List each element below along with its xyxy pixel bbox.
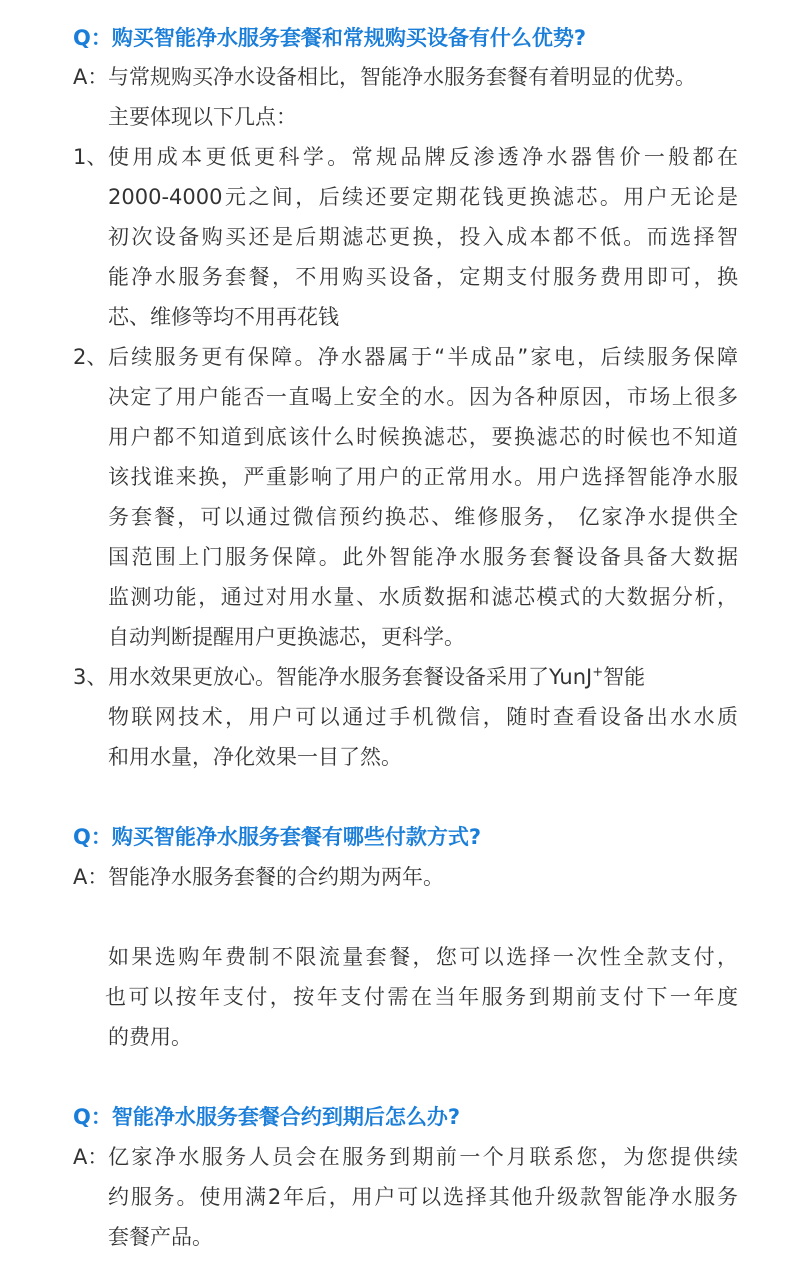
point-2-line-4: 该找谁来换，严重影响了用户的正常用水。用户选择智能净水服	[108, 465, 738, 489]
point-1-line-4: 能净水服务套餐，不用购买设备，定期支付服务费用即可，换	[108, 265, 738, 289]
faq-answer-label-2: A：	[73, 865, 109, 889]
faq-answer-1-line-1: 与常规购买净水设备相比，智能净水服务套餐有着明显的优势。	[108, 65, 696, 89]
point-3-line-1-tail: 智能	[603, 665, 646, 689]
faq-question-1: Q：购买智能净水服务套餐和常规购买设备有什么优势?	[73, 26, 587, 50]
faq-answer-3-line-3: 套餐产品。	[108, 1225, 213, 1249]
point-number-3: 3、	[73, 665, 108, 689]
point-number-2: 2、	[73, 345, 108, 369]
point-3-line-3: 和用水量，净化效果一目了然。	[108, 745, 402, 769]
faq-answer-3-line-2: 约服务。使用满2年后，用户可以选择其他升级款智能净水服务	[108, 1185, 738, 1209]
faq-answer-1-line-2: 主要体现以下几点：	[108, 105, 297, 129]
point-2-line-5: 务套餐，可以通过微信预约换芯、维修服务， 亿家净水提供全	[108, 505, 738, 529]
faq-answer-2-extra-line-3: 的费用。	[108, 1025, 192, 1049]
faq-question-2: Q：购买智能净水服务套餐有哪些付款方式?	[73, 825, 482, 849]
point-2-line-3: 用户都不知道到底该什么时候换滤芯，要换滤芯的时候也不知道	[108, 425, 738, 449]
point-2-line-2: 决定了用户能否一直喝上安全的水。因为各种原因，市场上很多	[108, 385, 738, 409]
point-2-line-7: 监测功能，通过对用水量、水质数据和滤芯模式的大数据分析，	[108, 585, 738, 609]
point-1-line-3: 初次设备购买还是后期滤芯更换，投入成本都不低。而选择智	[108, 225, 738, 249]
point-3-superscript: +	[592, 665, 604, 680]
faq-answer-2-line-1: 智能净水服务套餐的合约期为两年。	[108, 865, 444, 889]
faq-answer-2-extra-line-2: 也可以按年支付，按年支付需在当年服务到期前支付下一年度	[105, 985, 738, 1009]
point-2-line-1: 后续服务更有保障。净水器属于“半成品”家电，后续服务保障	[108, 345, 738, 369]
faq-question-3: Q：智能净水服务套餐合约到期后怎么办?	[73, 1105, 461, 1129]
point-1-line-5: 芯、维修等均不用再花钱	[108, 305, 339, 329]
point-number-1: 1、	[73, 145, 108, 169]
faq-answer-label-1: A：	[73, 65, 109, 89]
faq-answer-2-extra-line-1: 如果选购年费制不限流量套餐，您可以选择一次性全款支付，	[108, 945, 738, 969]
point-1-line-2: 2000-4000元之间，后续还要定期花钱更换滤芯。用户无论是	[108, 185, 738, 209]
point-1-line-1: 使用成本更低更科学。常规品牌反渗透净水器售价一般都在	[108, 145, 738, 169]
point-3-line-1-text: 用水效果更放心。智能净水服务套餐设备采用了YunJ	[108, 665, 593, 689]
point-2-line-6: 国范围上门服务保障。此外智能净水服务套餐设备具备大数据	[108, 545, 738, 569]
point-2-line-8: 自动判断提醒用户更换滤芯，更科学。	[108, 625, 465, 649]
faq-answer-3-line-1: 亿家净水服务人员会在服务到期前一个月联系您，为您提供续	[108, 1145, 738, 1169]
point-3-line-1	[108, 657, 738, 697]
faq-answer-label-3: A：	[73, 1145, 109, 1169]
point-3-line-2: 物联网技术，用户可以通过手机微信，随时查看设备出水水质	[108, 705, 738, 729]
